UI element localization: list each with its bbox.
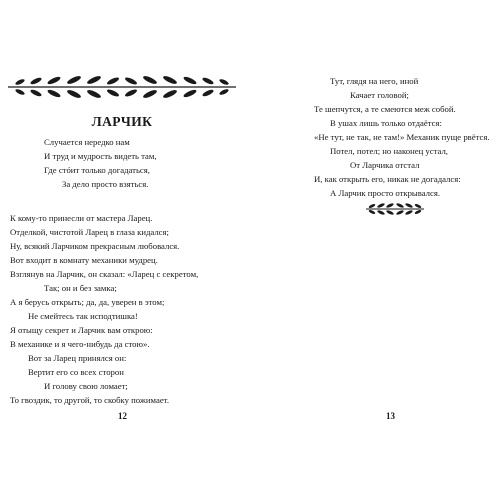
page-number: 12 (118, 411, 127, 421)
poem-line: Отделкой, чистотой Ларец в глаза кидался; (10, 227, 169, 237)
poem-line: Качает головой; (350, 90, 409, 100)
poem-line: К кому-то принесли от мастера Ларец. (10, 213, 153, 223)
epigraph-line: И труд и мудрость видеть там, (44, 151, 157, 161)
poem-line: Те шепчутся, а те смеются меж собой. (314, 104, 456, 114)
poem-line: А я берусь открыть; да, да, уверен в этом; (10, 297, 165, 307)
right-page (250, 0, 500, 500)
laurel-ornament-icon (6, 74, 238, 100)
poem-line: Вот входит в комнату механики мудрец. (10, 255, 158, 265)
epigraph-line: За дело просто взяться. (62, 179, 149, 189)
poem-line: Потел, потел; но наконец устал, (330, 146, 448, 156)
poem-line: А Ларчик просто открывался. (330, 188, 441, 198)
poem-line: Тут, глядя на него, иной (330, 76, 419, 86)
poem-line: Вот за Ларец принялся он: (28, 353, 127, 363)
epigraph-line: Случается нередко нам (44, 137, 130, 147)
poem-line: Ну, всякий Ларчиком прекрасным любовался. (10, 241, 180, 251)
epigraph-line: Где стóит только догадаться, (44, 165, 150, 175)
poem-line: В механике и я чего-нибудь да стою». (10, 339, 150, 349)
poem-line: В ушах лишь только отдаётся: (330, 118, 442, 128)
poem-line: И голову свою ломает; (44, 381, 128, 391)
page-number: 13 (386, 411, 395, 421)
poem-line: Так; он и без замка; (44, 283, 117, 293)
poem-line: Вертит его со всех сторон (28, 367, 124, 377)
poem-line: Взглянув на Ларчик, он сказал: «Ларец с секретом, (10, 269, 199, 279)
poem-line: И, как открыть его, никак не догадался: (314, 174, 461, 184)
poem-line: «Не тут, не так, не там!» Механик пуще рвётся. (314, 132, 490, 142)
poem-title: ЛАРЧИК (91, 114, 153, 129)
poem-line: От Ларчика отстал (350, 160, 420, 170)
laurel-small-ornament-icon (364, 202, 426, 216)
poem-line: Не смейтесь так исподтишка! (28, 311, 138, 321)
poem-line: То гвоздик, то другой, то скобку пожимает. (10, 395, 170, 405)
poem-line: Я отыщу секрет и Ларчик вам открою: (10, 325, 153, 335)
